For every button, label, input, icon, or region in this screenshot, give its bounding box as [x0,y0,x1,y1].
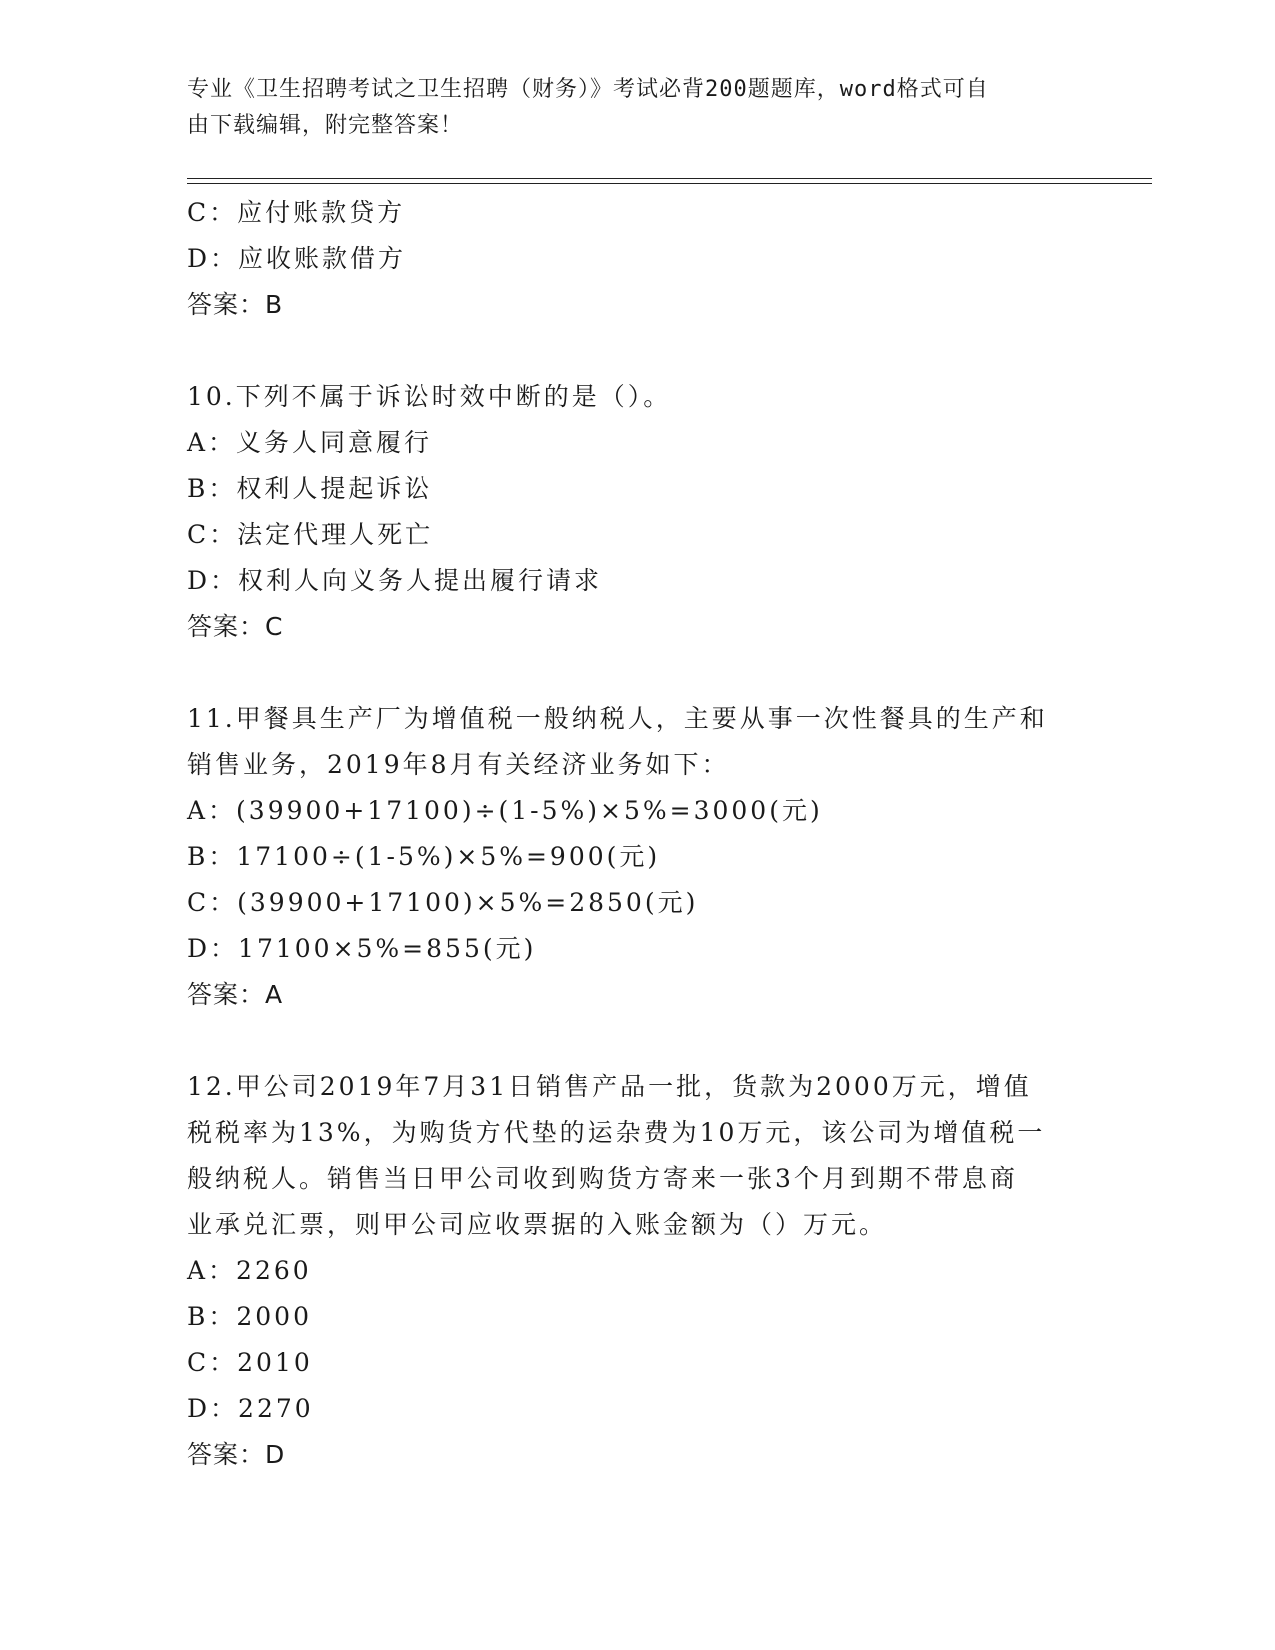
option-c: C：(39900+17100)×5%=2850(元) [187,888,699,917]
question-list [187,190,1087,1478]
option-a: A：义务人同意履行 [187,428,433,457]
answer-line: 答案：D [187,1440,286,1469]
option-d: D：17100×5%=855(元) [187,934,537,963]
option-d: D：权利人向义务人提出履行请求 [187,566,603,595]
question-10 [187,374,1087,650]
question-11 [187,696,1087,1018]
option-a: A：(39900+17100)÷(1-5%)×5%=3000(元) [187,796,823,825]
option-c: C：应付账款贷方 [187,198,406,227]
header-divider-top [187,178,1152,179]
option-b: B：17100÷(1-5%)×5%=900(元) [187,842,661,871]
question-12 [187,1064,1087,1478]
header-divider-bottom [187,183,1152,184]
question-stem-line-1: 12.甲公司2019年7月31日销售产品一批，货款为2000万元，增值 [187,1072,1032,1101]
question-stem-line-4: 业承兑汇票，则甲公司应收票据的入账金额为（）万元。 [187,1210,888,1239]
option-a: A：2260 [187,1256,312,1285]
answer-line: 答案：A [187,980,284,1009]
question-stem: 10.下列不属于诉讼时效中断的是（）。 [187,382,672,411]
option-b: B：权利人提起诉讼 [187,474,433,503]
question-stem-line-2: 税税率为13%，为购货方代垫的运杂费为10万元，该公司为增值税一 [187,1118,1046,1147]
option-c: C：法定代理人死亡 [187,520,434,549]
answer-line: 答案：C [187,612,284,641]
option-b: B：2000 [187,1302,312,1331]
spacer [187,1018,1087,1064]
spacer [187,650,1087,696]
answer-line: 答案：B [187,290,284,319]
question-stem-line-3: 般纳税人。销售当日甲公司收到购货方寄来一张3个月到期不带息商 [187,1164,1018,1193]
option-d: D：应收账款借方 [187,244,407,273]
document-header [187,72,1067,144]
question-stem-line-1: 11.甲餐具生产厂为增值税一般纳税人，主要从事一次性餐具的生产和 [187,704,1048,733]
header-line-2: 由下载编辑，附完整答案！ [187,113,464,138]
question-stem-line-2: 销售业务，2019年8月有关经济业务如下： [187,750,730,779]
option-d: D：2270 [187,1394,314,1423]
header-line-1: 专业《卫生招聘考试之卫生招聘（财务）》考试必背200题题库，word格式可自 [187,77,989,102]
spacer [187,328,1087,374]
option-c: C：2010 [187,1348,313,1377]
question-9-tail [187,190,1087,328]
